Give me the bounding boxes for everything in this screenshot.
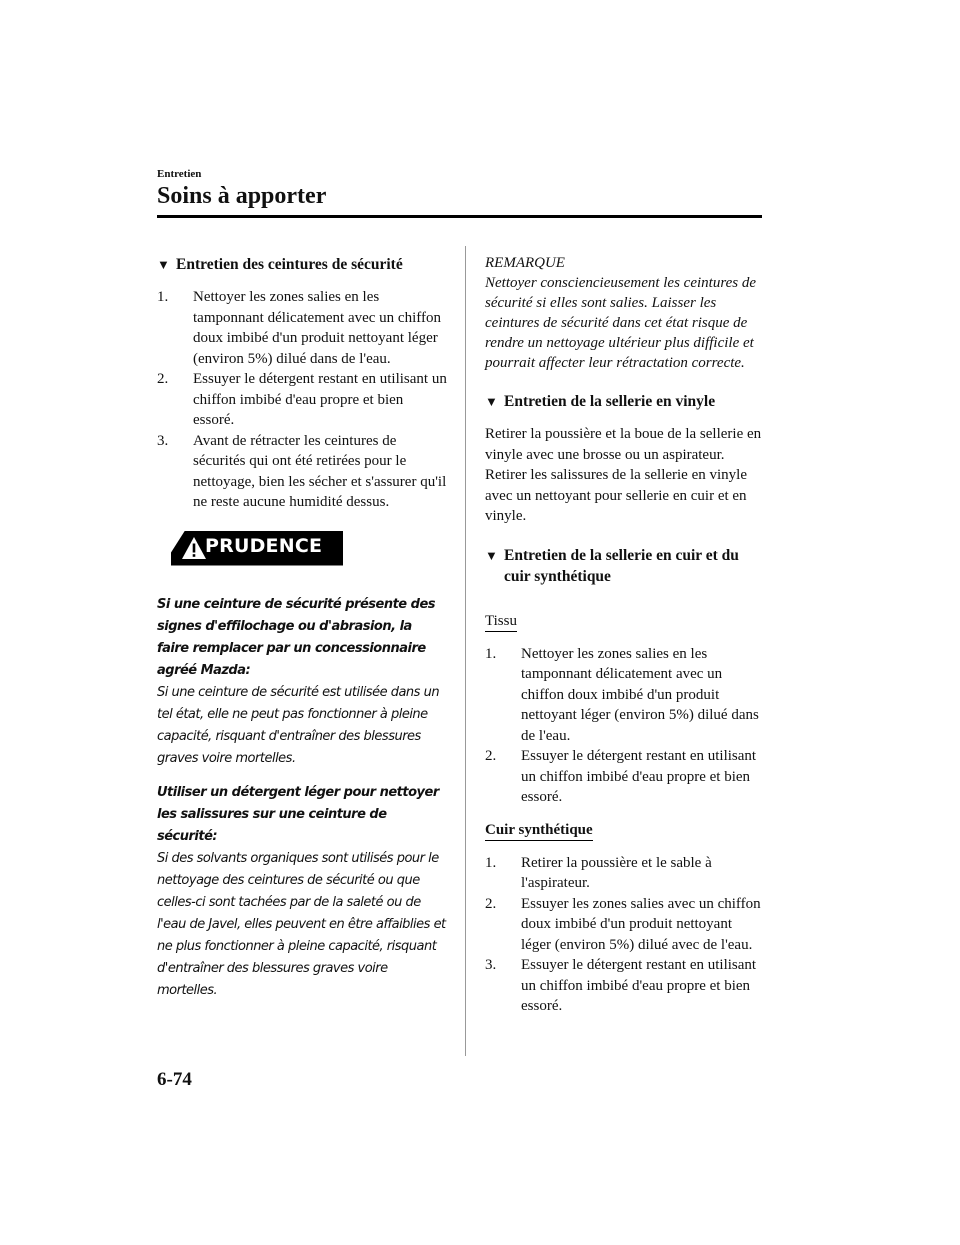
list-item: [485, 644, 765, 747]
triangle-down-icon: ▼: [485, 394, 498, 409]
page-number: 6-74: [157, 1069, 192, 1090]
step-number: 1.: [157, 289, 169, 305]
vinyl-heading: [485, 391, 765, 412]
caution-badge: [171, 531, 343, 566]
triangle-down-icon: ▼: [485, 547, 498, 563]
step-text: Nettoyer les zones salies en les tamponnant délicatement avec un chiffon doux imbibé d'un produit nettoyant léger (environ 5%) dilué dans de l'eau.: [193, 289, 441, 367]
fabric-steps: [485, 644, 765, 808]
warning-icon: [181, 536, 207, 560]
list-item: [157, 431, 447, 513]
leather-heading: [485, 545, 765, 587]
vinyl-text: Retirer la poussière et la boue de la sellerie en vinyle avec une brosse ou un aspirateur. Retirer les salissures de la sellerie en vinyle avec un nettoyant pour sellerie en cuir et en vinyle.: [485, 426, 762, 524]
synthetic-steps: [485, 853, 765, 1017]
caution-heading-2: Utiliser un détergent léger pour nettoyer les salissures sur une ceinture de sécurité:: [157, 784, 439, 844]
column-divider: [465, 246, 466, 1056]
step-text: Avant de rétracter les ceintures de sécurités qui ont été retirées pour le nettoyage, bien les sécher et s'assurer qu'il ne reste aucune humidité dessus.: [193, 432, 447, 510]
caution-heading-1: Si une ceinture de sécurité présente des signes d'effilochage ou d'abrasion, la faire remplacer par un concessionnaire agréé Mazda:: [157, 596, 436, 678]
caution-text-1: Si une ceinture de sécurité est utilisée dans un tel état, elle ne peut pas fonctionner à pleine capacité, risquant d'entraîner des blessures graves voire mortelles.: [157, 684, 440, 766]
caution-body: [157, 594, 447, 1002]
step-number: 1.: [485, 645, 497, 662]
step-number: 2.: [485, 748, 497, 764]
list-item: [485, 955, 765, 1017]
step-number: 2.: [157, 371, 169, 387]
list-item: [485, 853, 765, 894]
synthetic-subheading: Cuir synthétique: [485, 820, 593, 841]
remark-title: REMARQUE: [485, 255, 565, 271]
list-item: [157, 287, 447, 369]
step-text: Essuyer les zones salies avec un chiffon doux imbibé d'un produit nettoyant léger (environ 5%) dilué avec de l'eau.: [521, 895, 761, 953]
section-label: Entretien: [157, 168, 202, 180]
synthetic-subheading-wrap: [485, 808, 765, 841]
step-text: Essuyer le détergent restant en utilisant un chiffon imbibé d'eau propre et bien essoré.: [193, 371, 447, 428]
step-text: Retirer la poussière et le sable à l'aspirateur.: [521, 854, 712, 891]
caution-box: [171, 531, 343, 566]
step-text: Nettoyer les zones salies en les tamponnant délicatement avec un chiffon doux imbibé d'un produit nettoyant léger (environ 5%) dilué dans de l'eau.: [521, 645, 759, 744]
list-item: [157, 369, 447, 431]
seatbelt-heading: [157, 254, 447, 275]
vinyl-heading-text: Entretien de la sellerie en vinyle: [504, 393, 716, 410]
step-text: Essuyer le détergent restant en utilisant un chiffon imbibé d'eau propre et bien essoré.: [521, 748, 757, 805]
step-number: 1.: [485, 854, 497, 871]
step-number: 3.: [157, 432, 169, 449]
seatbelt-heading-text: Entretien des ceintures de sécurité: [176, 256, 403, 273]
step-text: Essuyer le détergent restant en utilisant un chiffon imbibé d'eau propre et bien essoré.: [521, 957, 757, 1014]
fabric-subheading: Tissu: [485, 611, 517, 632]
page-title: Soins à apporter: [157, 183, 327, 209]
list-item: [485, 746, 765, 808]
fabric-subheading-wrap: [485, 599, 765, 632]
remark-text: Nettoyer consciencieusement les ceintures de sécurité si elles sont salies. Laisser les ceintures de sécurité dans cet état risque de rendre un nettoyage ultérieur plus difficile et pourrait affecter leur rétractation correcte.: [485, 275, 757, 371]
step-number: 3.: [485, 957, 497, 973]
leather-heading-text: Entretien de la sellerie en cuir et du cuir synthétique: [504, 546, 739, 585]
seatbelt-steps: [157, 287, 447, 513]
header-rule: [157, 215, 762, 218]
caution-label: PRUDENCE: [205, 534, 323, 557]
right-column: [485, 253, 765, 1017]
list-item: [485, 894, 765, 956]
triangle-down-icon: ▼: [157, 257, 170, 272]
step-number: 2.: [485, 895, 497, 912]
caution-text-2: Si des solvants organiques sont utilisés pour le nettoyage des ceintures de sécurité ou que celles-ci sont tachées par de la saleté ou de l'eau de Javel, elles peuvent en être affaiblies et ne plus fonctionner à pleine capacité, risquant d'entraîner des blessures graves voire mortelles.: [157, 850, 446, 998]
left-column: [157, 254, 447, 1002]
